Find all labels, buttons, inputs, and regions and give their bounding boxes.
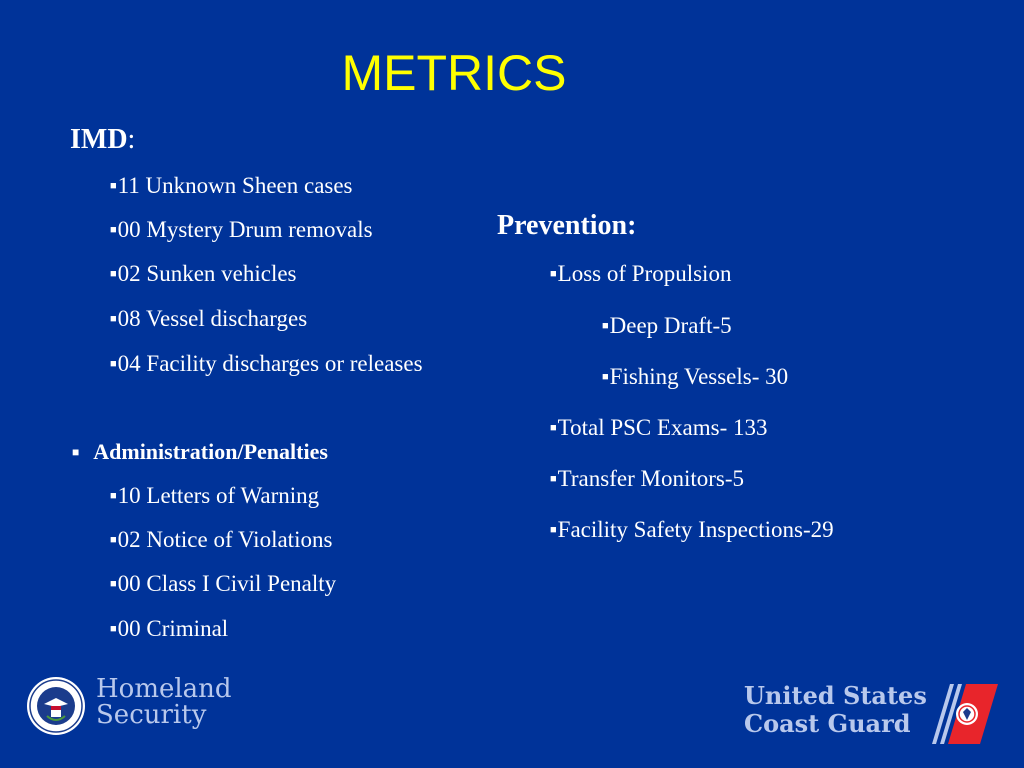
uscg-racing-stripe-icon: [930, 684, 1002, 744]
square-bullet-icon: ■: [110, 534, 117, 546]
admin-item: ■00 Criminal: [110, 616, 229, 641]
square-bullet-icon: ■: [110, 358, 117, 370]
square-bullet-icon: ■: [110, 268, 117, 280]
square-bullet-icon: ■: [110, 578, 117, 590]
prevention-subitem: ■Deep Draft-5: [602, 313, 732, 338]
square-bullet-icon: ■: [110, 313, 117, 325]
uscg-wordmark: United States Coast Guard: [744, 681, 927, 738]
prevention-item: ■Loss of Propulsion: [550, 261, 732, 286]
imd-heading-colon: :: [127, 124, 136, 155]
square-bullet-icon: ■: [110, 623, 117, 635]
slide-title: METRICS: [341, 45, 567, 101]
imd-item: ■02 Sunken vehicles: [110, 261, 297, 286]
square-bullet-icon: ■: [602, 371, 609, 383]
admin-item: ■02 Notice of Violations: [110, 527, 333, 552]
imd-heading: [70, 126, 135, 154]
square-bullet-icon: ■: [550, 524, 557, 536]
square-bullet-icon: ■: [550, 268, 557, 280]
admin-heading: ■ Administration/Penalties: [72, 439, 328, 464]
prevention-subitem: ■Fishing Vessels- 30: [602, 364, 789, 389]
imd-item: ■08 Vessel discharges: [110, 306, 308, 331]
square-bullet-icon: ■: [110, 180, 117, 192]
square-bullet-icon: ■: [110, 490, 117, 502]
prevention-heading: Prevention:: [497, 210, 637, 241]
prevention-item: ■Facility Safety Inspections-29: [550, 517, 834, 542]
admin-item: ■10 Letters of Warning: [110, 483, 320, 508]
square-bullet-icon: ■: [72, 445, 80, 459]
prevention-item: ■Transfer Monitors-5: [550, 466, 744, 491]
square-bullet-icon: ■: [110, 224, 117, 236]
square-bullet-icon: ■: [602, 320, 609, 332]
imd-item: ■00 Mystery Drum removals: [110, 217, 373, 242]
square-bullet-icon: ■: [550, 422, 557, 434]
imd-item: ■04 Facility discharges or releases: [110, 351, 423, 376]
homeland-security-wordmark: Homeland Security: [96, 674, 232, 730]
imd-item: ■11 Unknown Sheen cases: [110, 173, 353, 198]
admin-item: ■00 Class I Civil Penalty: [110, 571, 337, 596]
dhs-seal-icon: [26, 676, 86, 736]
square-bullet-icon: ■: [550, 473, 557, 485]
imd-heading-text: IMD: [70, 124, 128, 155]
prevention-item: ■Total PSC Exams- 133: [550, 415, 768, 440]
